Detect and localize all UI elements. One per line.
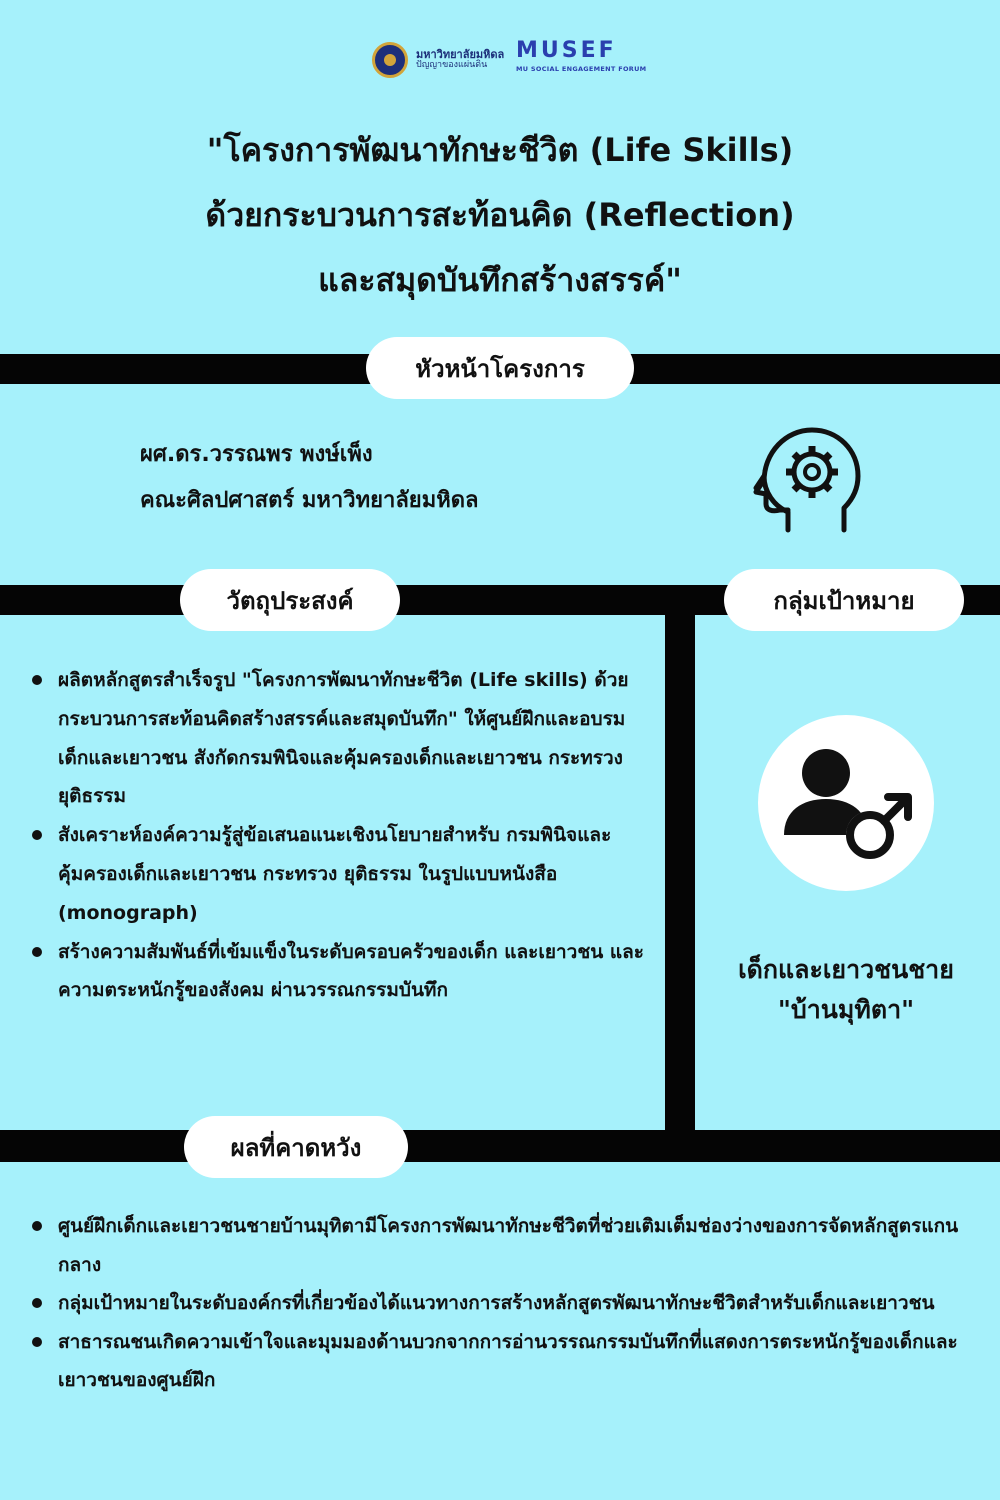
section-label-objectives: วัตถุประสงค์	[180, 569, 400, 631]
head-gear-icon	[750, 422, 866, 538]
objectives-list	[30, 661, 655, 1010]
list-item: สังเคราะห์องค์ความรู้สู่ข้อเสนอแนะเชิงนโยบายสำหรับ กรมพินิจและคุ้มครองเด็กและเยาวชน กระทรวง ยุติธรรม ในรูปแบบหนังสือ (monograph)	[30, 816, 655, 932]
musef-subtitle: MU SOCIAL ENGAGEMENT FORUM	[516, 65, 647, 73]
list-item: กลุ่มเป้าหมายในระดับองค์กรที่เกี่ยวข้องได้แนวทางการสร้างหลักสูตรพัฒนาทักษะชีวิตสำหรับเด็กและเยาวชน	[30, 1284, 975, 1323]
list-item: ศูนย์ฝึกเด็กและเยาวชนชายบ้านมุทิตามีโครงการพัฒนาทักษะชีวิตที่ช่วยเติมเต็มช่องว่างของการจัดหลักสูตรแกนกลาง	[30, 1207, 975, 1284]
list-item: สร้างความสัมพันธ์ที่เข้มแข็งในระดับครอบครัวของเด็ก และเยาวชน และความตระหนักรู้ของสังคม ผ่านวรรณกรรมบันทึก	[30, 933, 655, 1011]
section-label-expected: ผลที่คาดหวัง	[184, 1116, 408, 1178]
mahidol-seal-icon	[372, 42, 408, 78]
page-title	[40, 118, 960, 313]
target-icon-circle	[758, 715, 934, 891]
column-divider	[665, 600, 695, 1145]
target-line: เด็กและเยาวชนชาย	[738, 955, 954, 984]
mahidol-name: มหาวิทยาลัยมหิดล	[416, 48, 505, 61]
expected-outcomes-list	[30, 1207, 975, 1400]
target-line: "บ้านมุทิตา"	[777, 995, 915, 1024]
musef-logo	[516, 40, 646, 73]
section-divider	[0, 1130, 1000, 1162]
title-line: ด้วยกระบวนการสะท้อนคิด (Reflection)	[205, 196, 795, 234]
section-label-target: กลุ่มเป้าหมาย	[724, 569, 964, 631]
list-item: ผลิตหลักสูตรสำเร็จรูป "โครงการพัฒนาทักษะชีวิต (Life skills) ด้วยกระบวนการสะท้อนคิดสร้างสรรค์และสมุดบันทึก" ให้ศูนย์ฝึกและอบรมเด็กและเยาวชน สังกัดกรมพินิจและคุ้มครองเด็กและเยาวชน กระทรวงยุติธรรม	[30, 661, 655, 816]
target-description	[700, 950, 992, 1030]
musef-name: MUSEF	[516, 38, 617, 63]
list-item: สาธารณชนเกิดความเข้าใจและมุมมองด้านบวกจากการอ่านวรรณกรรมบันทึกที่แสดงการตระหนักรู้ของเด็กและเยาวชนของศูนย์ฝึก	[30, 1323, 975, 1400]
leader-name: ผศ.ดร.วรรณพร พงษ์เพ็ง	[140, 442, 373, 467]
title-line: "โครงการพัฒนาทักษะชีวิต (Life Skills)	[206, 131, 794, 169]
leader-affiliation: คณะศิลปศาสตร์ มหาวิทยาลัยมหิดล	[140, 488, 479, 513]
mahidol-logo	[372, 42, 504, 78]
male-person-icon	[758, 715, 934, 891]
mahidol-motto: ปัญญาของแผ่นดิน	[416, 60, 488, 71]
project-leader	[140, 432, 478, 524]
section-label-head: หัวหน้าโครงการ	[366, 337, 634, 399]
title-line: และสมุดบันทึกสร้างสรรค์"	[318, 261, 682, 299]
